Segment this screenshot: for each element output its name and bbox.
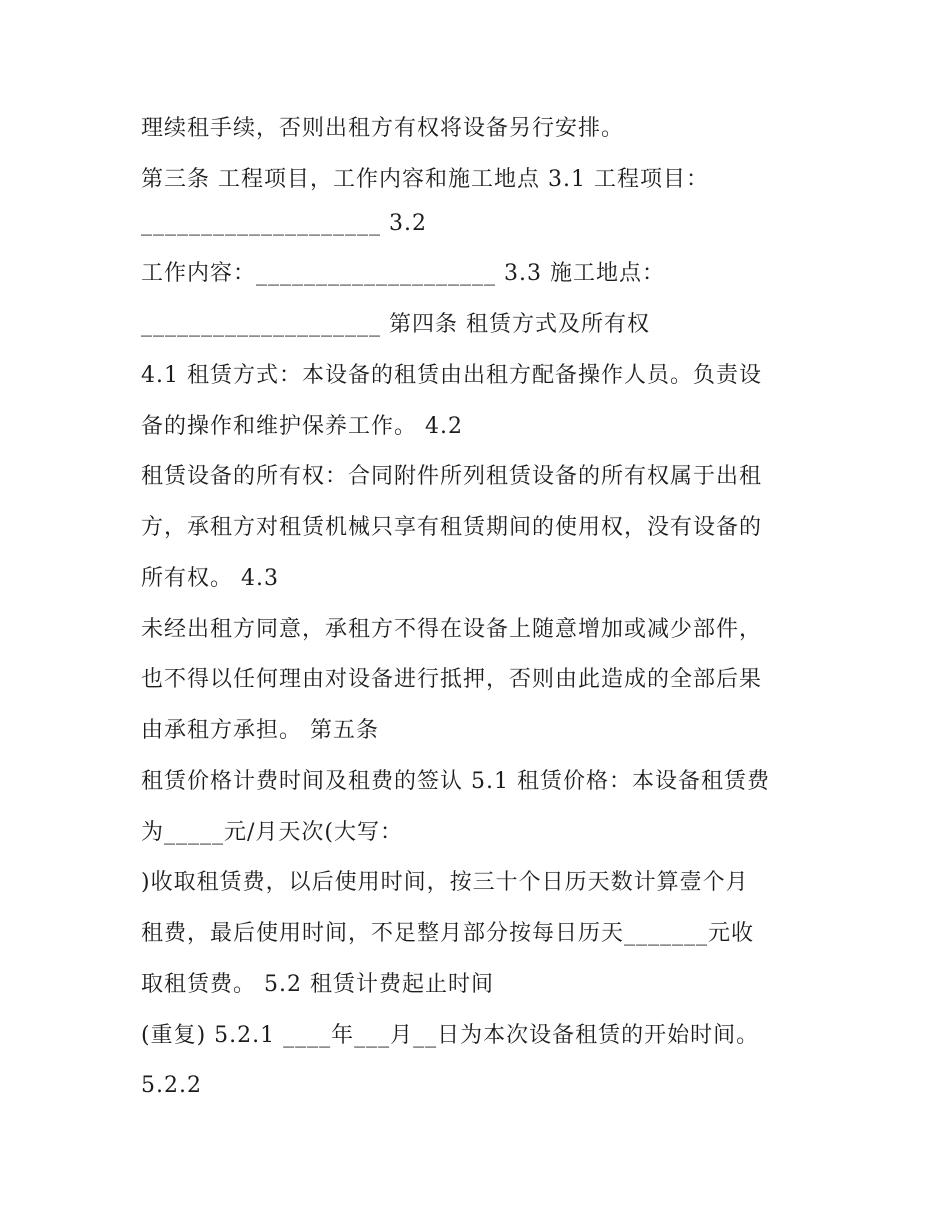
text-line: ____________________ 3.2 [141,211,427,236]
text-line: 也不得以任何理由对设备进行抵押，否则由此造成的全部后果 [141,667,763,692]
text-line: 4.1 租赁方式：本设备的租赁由出租方配备操作人员。负责设 [141,363,762,388]
text-line: 租费，最后使用时间，不足整月部分按每日历天_______元收 [141,921,755,946]
text-line: ____________________ 第四条 租赁方式及所有权 [141,312,650,337]
text-line: 由承租方承担。 第五条 [141,718,379,743]
text-line: 工作内容：____________________ 3.3 施工地点： [141,261,665,286]
text-line: 备的操作和维护保养工作。 4.2 [141,414,463,439]
text-line: 方，承租方对租赁机械只享有租赁期间的使用权，没有设备的 [141,515,763,540]
text-line: 第三条 工程项目，工作内容和施工地点 3.1 工程项目： [141,167,709,192]
text-line: 租赁设备的所有权：合同附件所列租赁设备的所有权属于出租 [141,464,763,489]
text-line: 租赁价格计费时间及租费的签认 5.1 租赁价格：本设备租赁费 [141,769,770,794]
text-line: 5.2.2 [141,1073,202,1098]
text-line: (重复) 5.2.1 ____年___月__日为本次设备租赁的开始时间。 [141,1023,760,1048]
text-line: 为_____元/月天次(大写： [141,820,403,845]
text-line: 未经出租方同意，承租方不得在设备上随意增加或减少部件， [141,617,763,642]
text-line: 取租赁费。 5.2 租赁计费起止时间 [141,972,494,997]
text-line: )收取租赁费，以后使用时间，按三十个日历天数计算壹个月 [141,870,749,895]
text-line: 所有权。 4.3 [141,566,279,591]
text-line: 理续租手续，否则出租方有权将设备另行安排。 [141,116,625,141]
